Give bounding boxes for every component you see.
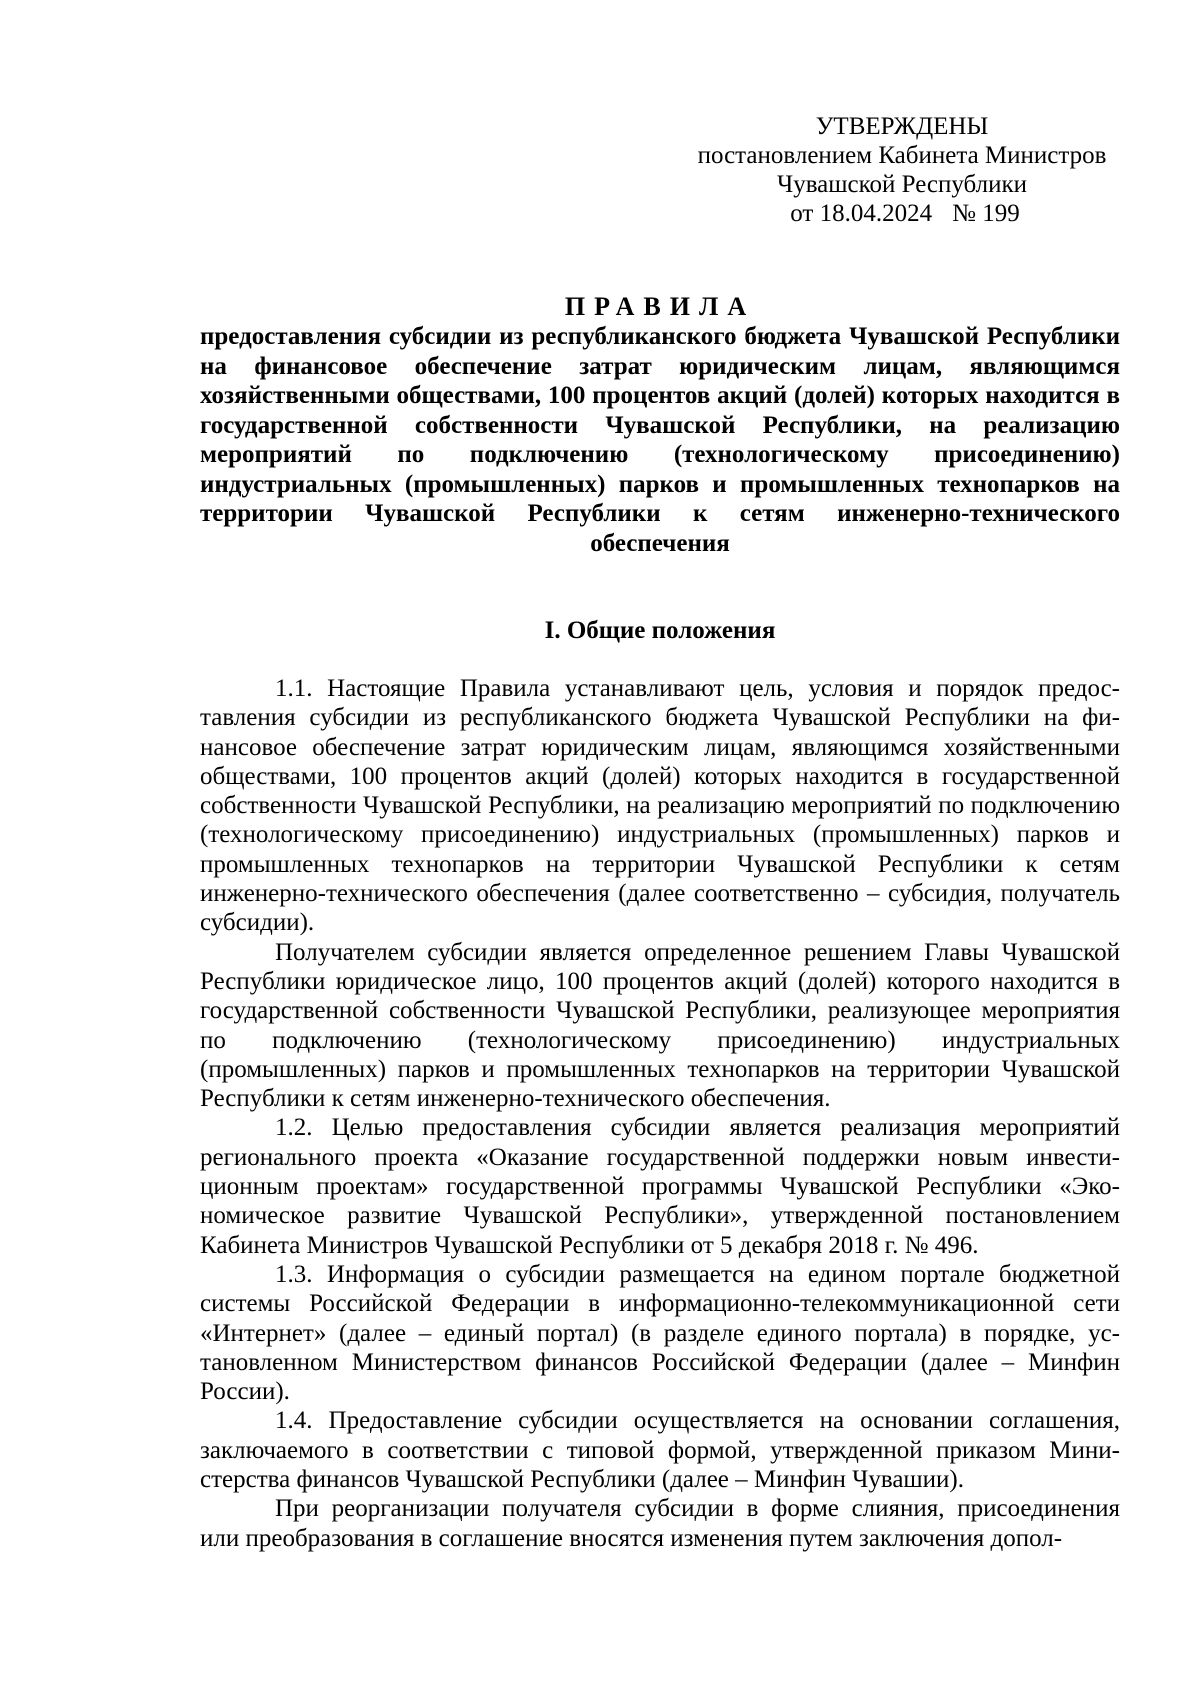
approval-region: Чувашской Республики bbox=[776, 171, 1028, 198]
approval-stamp bbox=[672, 112, 1132, 228]
approval-authority: постановлением Кабинета Министров bbox=[697, 142, 1107, 169]
paragraph-1-3: 1.3. Информация о субсидии размещается на едином портале бюджетной системы Российской Федерации в информационно-телекоммуникационной сети «Интернет» (далее – единый портал) (в разделе единого портала) в порядке, установленном Министерством финансов Российской Федерации (далее – Минфин России). bbox=[200, 1260, 1120, 1406]
paragraph-1-1: 1.1. Настоящие Правила устанавливают цель, условия и порядок предоставления субсидии из республиканского бюджета Чувашской Республики на финансовое обеспечение затрат юридическим лицам, являющимся хозяйственными обществами, 100 процентов акций (долей) которых находится в государственной собственности Чувашской Республики, на реализацию мероприятий по подключению (технологическому присоединению) индустриальных (промышленных) парков и промышленных технопарков на территории Чувашской Республики к сетям инженерно-технического обеспечения (далее соответственно – субсидия, получатель субсидии). bbox=[200, 675, 1120, 937]
document-subtitle: предоставления субсидии из республиканского бюджета Чувашской Республики на финансовое обеспечение затрат юридическим лицам, являющимся хозяйственными обществами, 100 процентов акций (долей) которых находится в государственной собственности Чувашской Республики, на реализацию мероприятий по подключению (технологическому присоединению) индустриальных (промышленных) парков и промышленных технопарков на территории Чувашской Республики к сетям инженерно-технического обеспечения bbox=[200, 323, 1120, 557]
approval-heading: УТВЕРЖДЕНЫ bbox=[815, 113, 989, 140]
document-body bbox=[200, 674, 1120, 1553]
approval-date-line bbox=[672, 199, 1132, 228]
section-title: I. Общие положения bbox=[544, 617, 776, 644]
paragraph-recipient: Получателем субсидии является определенное решением Главы Чувашской Республики юридическое лицо, 100 процентов акций (долей) которого находится в государственной собственности Чувашской Республики, реализующее мероприятия по подключению (технологическому присоединению) индустриальных (промышленных) парков и промышленных технопарков на территории Чувашской Республики к сетям инженерно-технического обеспечения. bbox=[200, 938, 1120, 1113]
approval-number: № 199 bbox=[952, 200, 1020, 227]
paragraph-1-2: 1.2. Целью предоставления субсидии является реализация мероприятий регионального проекта «Оказание государственной поддержки новым инвестиционным проектам» государственной программы Чувашской Республики «Экономическое развитие Чувашской Республики», утвержденной постановлением Кабинета Министров Чувашской Республики от 5 декабря 2018 г. № 496. bbox=[200, 1114, 1120, 1259]
paragraph-reorganization: При реорганизации получателя субсидии в форме слияния, присоединения или преобразования в соглашение вносятся изменения путем заключения допол- bbox=[200, 1495, 1120, 1552]
approval-date: от 18.04.2024 bbox=[790, 200, 933, 227]
paragraph-1-4: 1.4. Предоставление субсидии осуществляется на основании соглашения, заключаемого в соответствии с типовой формой, утвержденной приказом Министерства финансов Чувашской Республики (далее – Минфин Чувашии). bbox=[200, 1407, 1120, 1494]
document-title: ПРАВИЛА bbox=[564, 292, 756, 321]
